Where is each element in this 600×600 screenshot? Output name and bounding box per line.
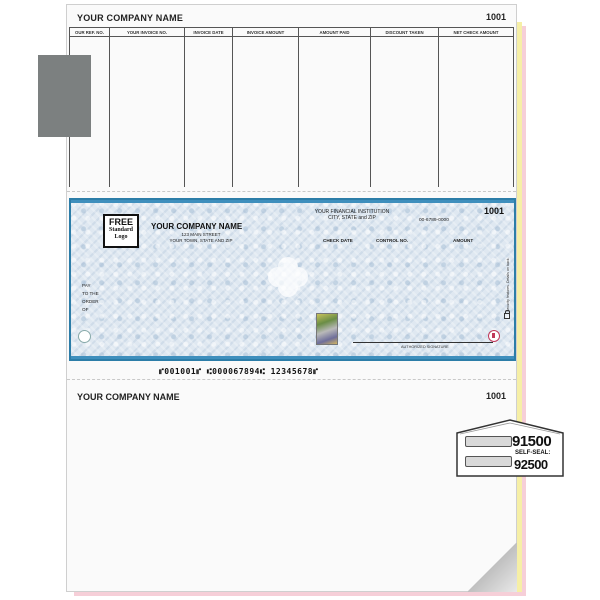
envelope-window-1 <box>465 436 512 447</box>
check-date-label: CHECK DATE <box>323 238 353 243</box>
check-company-name: YOUR COMPANY NAME <box>151 222 243 231</box>
logo-standard-text: Standard Logo <box>108 227 133 240</box>
check-number: 1001 <box>483 206 504 216</box>
control-no-label: CONTROL NO. <box>376 238 409 243</box>
color-swatch <box>38 55 91 137</box>
logo-free-text: FREE <box>108 217 133 227</box>
perforation-bottom <box>67 379 516 380</box>
stub-company-name: YOUR COMPANY NAME <box>77 13 184 23</box>
bottom-stub-company-name: YOUR COMPANY NAME <box>77 392 180 402</box>
self-seal-label: SELF-SEAL: <box>515 450 551 456</box>
col-invoice-amount: INVOICE AMOUNT <box>233 28 299 37</box>
signature-line <box>353 342 493 343</box>
financial-institution-name: YOUR FINANCIAL INSTITUTION <box>314 209 390 215</box>
hologram-foil <box>316 313 338 345</box>
void-hole-icon <box>78 330 91 343</box>
financial-institution <box>307 209 397 221</box>
pay-to-the-order-of: PAY TO THE ORDER OF <box>82 283 99 312</box>
check-sheet <box>66 4 517 592</box>
check-bottom-band <box>71 356 514 359</box>
check-company-town: YOUR TOWN, STATE AND ZIP <box>169 238 233 243</box>
bottom-stub-check-number: 1001 <box>485 391 506 401</box>
voucher-header-row <box>70 28 514 37</box>
voucher-table <box>69 27 514 187</box>
padlock-icon <box>504 313 510 319</box>
page-curl <box>467 542 517 592</box>
stub-check-number: 1001 <box>485 12 506 22</box>
routing-fraction: 00-6789-0000 <box>419 218 449 223</box>
envelope-badge <box>456 419 564 477</box>
col-discount-taken: DISCOUNT TAKEN <box>371 28 439 37</box>
envelope-window-2 <box>465 456 512 467</box>
col-amount-paid: AMOUNT PAID <box>299 28 371 37</box>
col-net-check-amount: NET CHECK AMOUNT <box>439 28 514 37</box>
envelope-product-number: 91500 <box>512 433 552 450</box>
amount-label: AMOUNT <box>453 238 474 243</box>
check-company-street: 123 MAIN STREET <box>181 232 221 237</box>
col-your-invoice-no: YOUR INVOICE NO. <box>110 28 185 37</box>
col-invoice-date: INVOICE DATE <box>185 28 233 37</box>
check-top-band <box>71 200 514 203</box>
voucher-body-row <box>70 37 514 188</box>
self-seal-number: 92500 <box>514 457 548 472</box>
security-features-text: Security features. Details on back. <box>506 257 510 312</box>
watermark-icon <box>274 263 302 291</box>
col-our-ref-no: OUR REF. NO. <box>70 28 110 37</box>
signature-label: AUTHORIZED SIGNATURE <box>401 345 449 349</box>
logo-box <box>103 214 139 248</box>
perforation-top <box>67 191 516 192</box>
financial-institution-city: CITY, STATE and ZIP <box>328 215 376 221</box>
micr-line: ⑈001001⑈ ⑆000067894⑆ 12345678⑈ <box>159 367 319 376</box>
check-body <box>69 198 516 361</box>
security-seal-icon <box>488 330 500 342</box>
